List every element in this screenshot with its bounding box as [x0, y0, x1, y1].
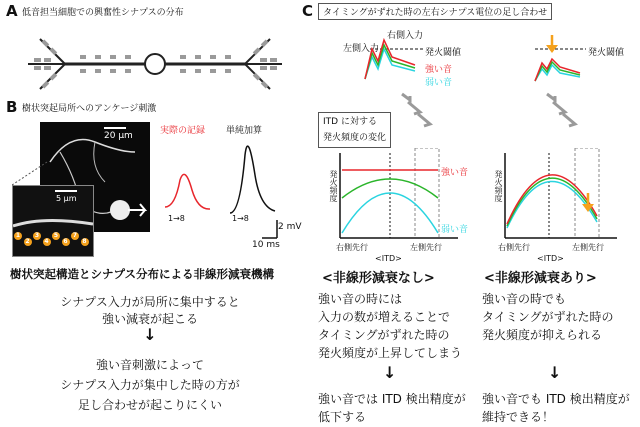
no-attenuation-title: <非線形減衰なし>	[322, 271, 435, 286]
scale-mv: 2 mV	[278, 222, 302, 232]
uncaging-spot: 1	[15, 232, 21, 239]
attenuation-title: <非線形減衰あり>	[484, 271, 597, 286]
no-attenuation-conclusion2: 低下する	[318, 410, 367, 424]
panel-c-letter: C	[302, 2, 314, 20]
uncaging-spot: 6	[63, 238, 68, 245]
summary-line2: 強い減衰が起こる	[101, 312, 198, 326]
panel-a-letter: A	[6, 2, 18, 20]
panel-a-title: 低音担当細胞での興奮性シナプスの分布	[22, 8, 184, 18]
summary-line1: シナプス入力が局所に集中すると	[60, 295, 240, 309]
scalebar-20-label: 20 μm	[104, 131, 133, 141]
panel-b-letter: B	[6, 98, 18, 116]
uncaging-spot: 7	[72, 232, 78, 239]
uncaging-spot: 8	[82, 238, 87, 245]
gray-chevrons-left	[400, 92, 440, 132]
threshold-left-label: 発火閾値	[425, 48, 462, 58]
summary-arrow: ↓	[143, 325, 157, 344]
attenuation-line1: 強い音の時でも	[482, 292, 567, 306]
summary-line4: シナプス入力が集中した時の方が	[60, 378, 240, 392]
attenuation-line3: 発火頻度が抑えられる	[482, 328, 603, 342]
trace-plots	[160, 135, 300, 220]
no-attenuation-line4: 発火頻度が上昇してしまう	[318, 346, 463, 360]
left-input-label: 左側入力	[343, 44, 380, 54]
weak-sound-label: 弱い音	[425, 78, 453, 88]
neuron-diagram	[20, 24, 292, 104]
scale-ms: 10 ms	[252, 240, 280, 250]
threshold-right-label: 発火閾値	[588, 48, 625, 58]
panel-b-title: 樹状突起局所へのアンケージ刺激	[22, 104, 157, 114]
xlabel-right-lead-1: 右側先行	[336, 243, 368, 252]
trace-sum-label: 単純加算	[226, 126, 263, 136]
summary-title: 樹状突起構造とシナプス分布による非線形減衰機構	[10, 267, 275, 281]
itd-box	[318, 112, 391, 148]
uncaging-spot: 4	[44, 238, 49, 245]
itd-box-line2: 発火頻度の変化	[323, 133, 387, 143]
no-attenuation-line1: 強い音の時には	[318, 292, 403, 306]
itd-box-line1: ITD に対する	[323, 117, 377, 127]
inset-connector	[12, 160, 52, 190]
uncaging-spots	[14, 232, 92, 248]
ylabel-right: 発火頻度	[494, 170, 503, 202]
xlabel-itd-1: <ITD>	[375, 254, 402, 263]
gray-chevrons-right	[545, 92, 585, 132]
xlabel-left-lead-2: 左側先行	[572, 243, 604, 252]
trace-real-label: 実際の記録	[160, 126, 206, 136]
right-input-label: 右側入力	[387, 31, 424, 41]
trace-real	[165, 174, 210, 209]
attenuation-line2: タイミングがずれた時の	[482, 310, 614, 324]
attenuation-arrow: ↓	[548, 363, 562, 382]
xlabel-itd-2: <ITD>	[537, 254, 564, 263]
panel-c-title: タイミングがずれた時の左右シナプス電位の足し合わせ	[318, 3, 552, 20]
no-attenuation-conclusion1: 強い音では ITD 検出精度が	[318, 392, 466, 406]
uncaging-spot: 2	[25, 238, 30, 245]
attenuation-conclusion1: 強い音でも ITD 検出精度が	[482, 392, 630, 406]
xlabel-left-lead-1: 左側先行	[410, 243, 442, 252]
scalebar-5	[55, 190, 77, 192]
uncaging-spot: 3	[34, 232, 40, 239]
range-label-b: 1→8	[232, 214, 249, 223]
ylabel-left: 発火頻度	[329, 170, 338, 202]
no-attenuation-arrow: ↓	[383, 363, 397, 382]
trace-sum	[230, 146, 275, 213]
attenuation-conclusion2: 維持できる！	[482, 410, 555, 424]
strong-sound-label: 強い音	[425, 65, 453, 75]
scalebar-5-label: 5 μm	[56, 194, 77, 203]
scalebar-20	[104, 127, 126, 129]
no-attenuation-line2: 入力の数が増えることで	[318, 310, 451, 324]
xlabel-right-lead-2: 右側先行	[498, 243, 530, 252]
summary-line5: 足し合わせが起こりにくい	[77, 398, 222, 412]
no-attenuation-line3: タイミングがずれた時の	[318, 328, 450, 342]
uncaging-spot: 5	[53, 232, 59, 239]
weak-curve-label: 弱い音	[441, 225, 469, 235]
summary-line3: 強い音刺激によって	[95, 358, 204, 372]
strong-curve-label: 強い音	[441, 168, 469, 178]
epsp-sketches	[340, 35, 620, 95]
range-label-a: 1→8	[168, 214, 185, 223]
